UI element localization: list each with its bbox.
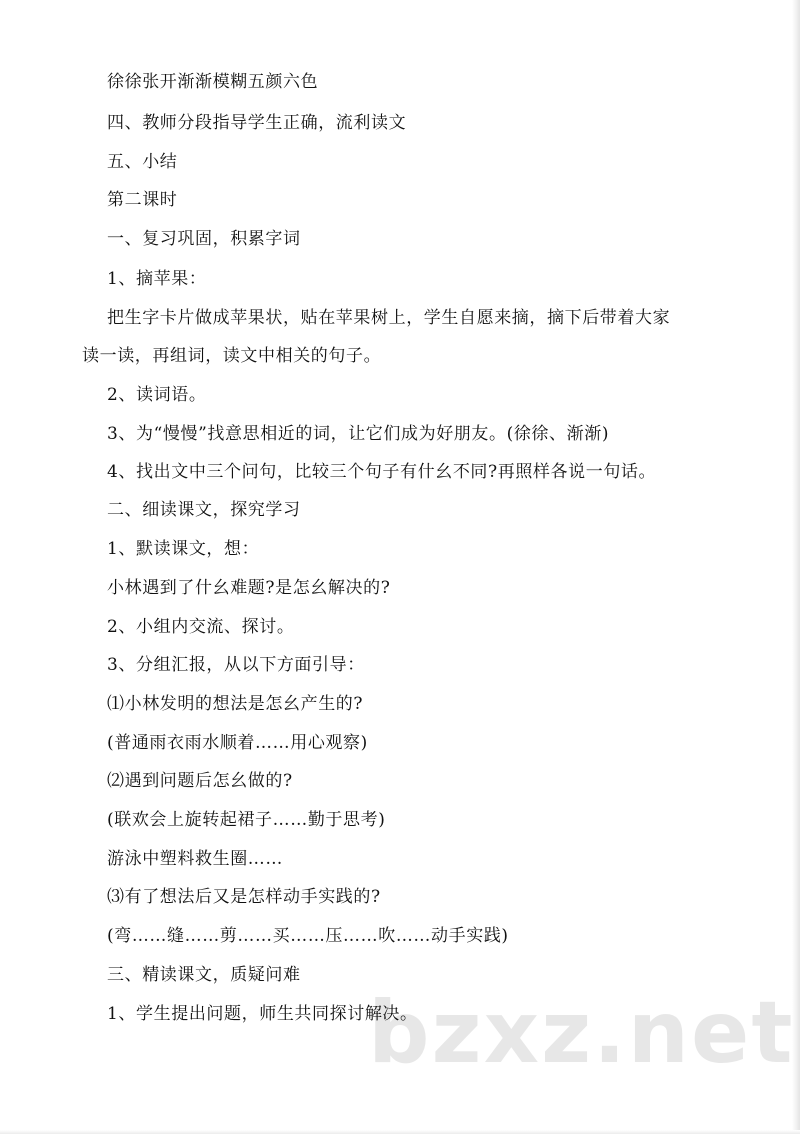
text-line: (联欢会上旋转起裙子……勤于思考) xyxy=(107,810,386,830)
text-line: 1、学生提出问题，师生共同探讨解决。 xyxy=(107,1004,418,1024)
text-line: 4、找出文中三个问句，比较三个句子有什幺不同?再照样各说一句话。 xyxy=(107,462,657,482)
text-line: 把生字卡片做成苹果状，贴在苹果树上，学生自愿来摘，摘下后带着大家 xyxy=(107,308,671,328)
text-line: 1、默读课文，想： xyxy=(107,539,260,559)
section-heading: 五、小结 xyxy=(107,152,178,172)
text-line: 1、摘苹果： xyxy=(107,269,207,289)
text-line: 四、教师分段指导学生正确，流利读文 xyxy=(107,113,407,133)
text-line: 3、为“慢慢”找意思相近的词，让它们成为好朋友。(徐徐、渐渐) xyxy=(107,424,610,444)
text-line: 游泳中塑料救生圈…… xyxy=(107,849,283,869)
text-line: 读一读，再组词，读文中相关的句子。 xyxy=(82,346,382,366)
text-line: 3、分组汇报，从以下方面引导： xyxy=(107,655,365,675)
text-line: 2、读词语。 xyxy=(107,385,207,405)
text-line: ⑵遇到问题后怎幺做的? xyxy=(107,771,293,791)
section-heading: 二、细读课文，探究学习 xyxy=(107,500,301,520)
watermark: bzxz.net xyxy=(368,983,795,1083)
lesson-heading: 第二课时 xyxy=(107,190,178,210)
text-line: (普通雨衣雨水顺着……用心观察) xyxy=(107,733,368,753)
section-heading: 三、精读课文，质疑问难 xyxy=(107,965,301,985)
text-line: ⑶有了想法后又是怎样动手实践的? xyxy=(107,887,381,907)
text-line: ⑴小林发明的想法是怎幺产生的? xyxy=(107,694,364,714)
text-line: 小林遇到了什幺难题?是怎幺解决的? xyxy=(107,578,391,598)
text-line: (弯……缝……剪……买……压……吹……动手实践) xyxy=(107,926,509,946)
section-heading: 一、复习巩固，积累字词 xyxy=(107,229,301,249)
text-line: 2、小组内交流、探讨。 xyxy=(107,617,295,637)
text-line: 徐徐张开渐渐模糊五颜六色 xyxy=(107,72,319,92)
